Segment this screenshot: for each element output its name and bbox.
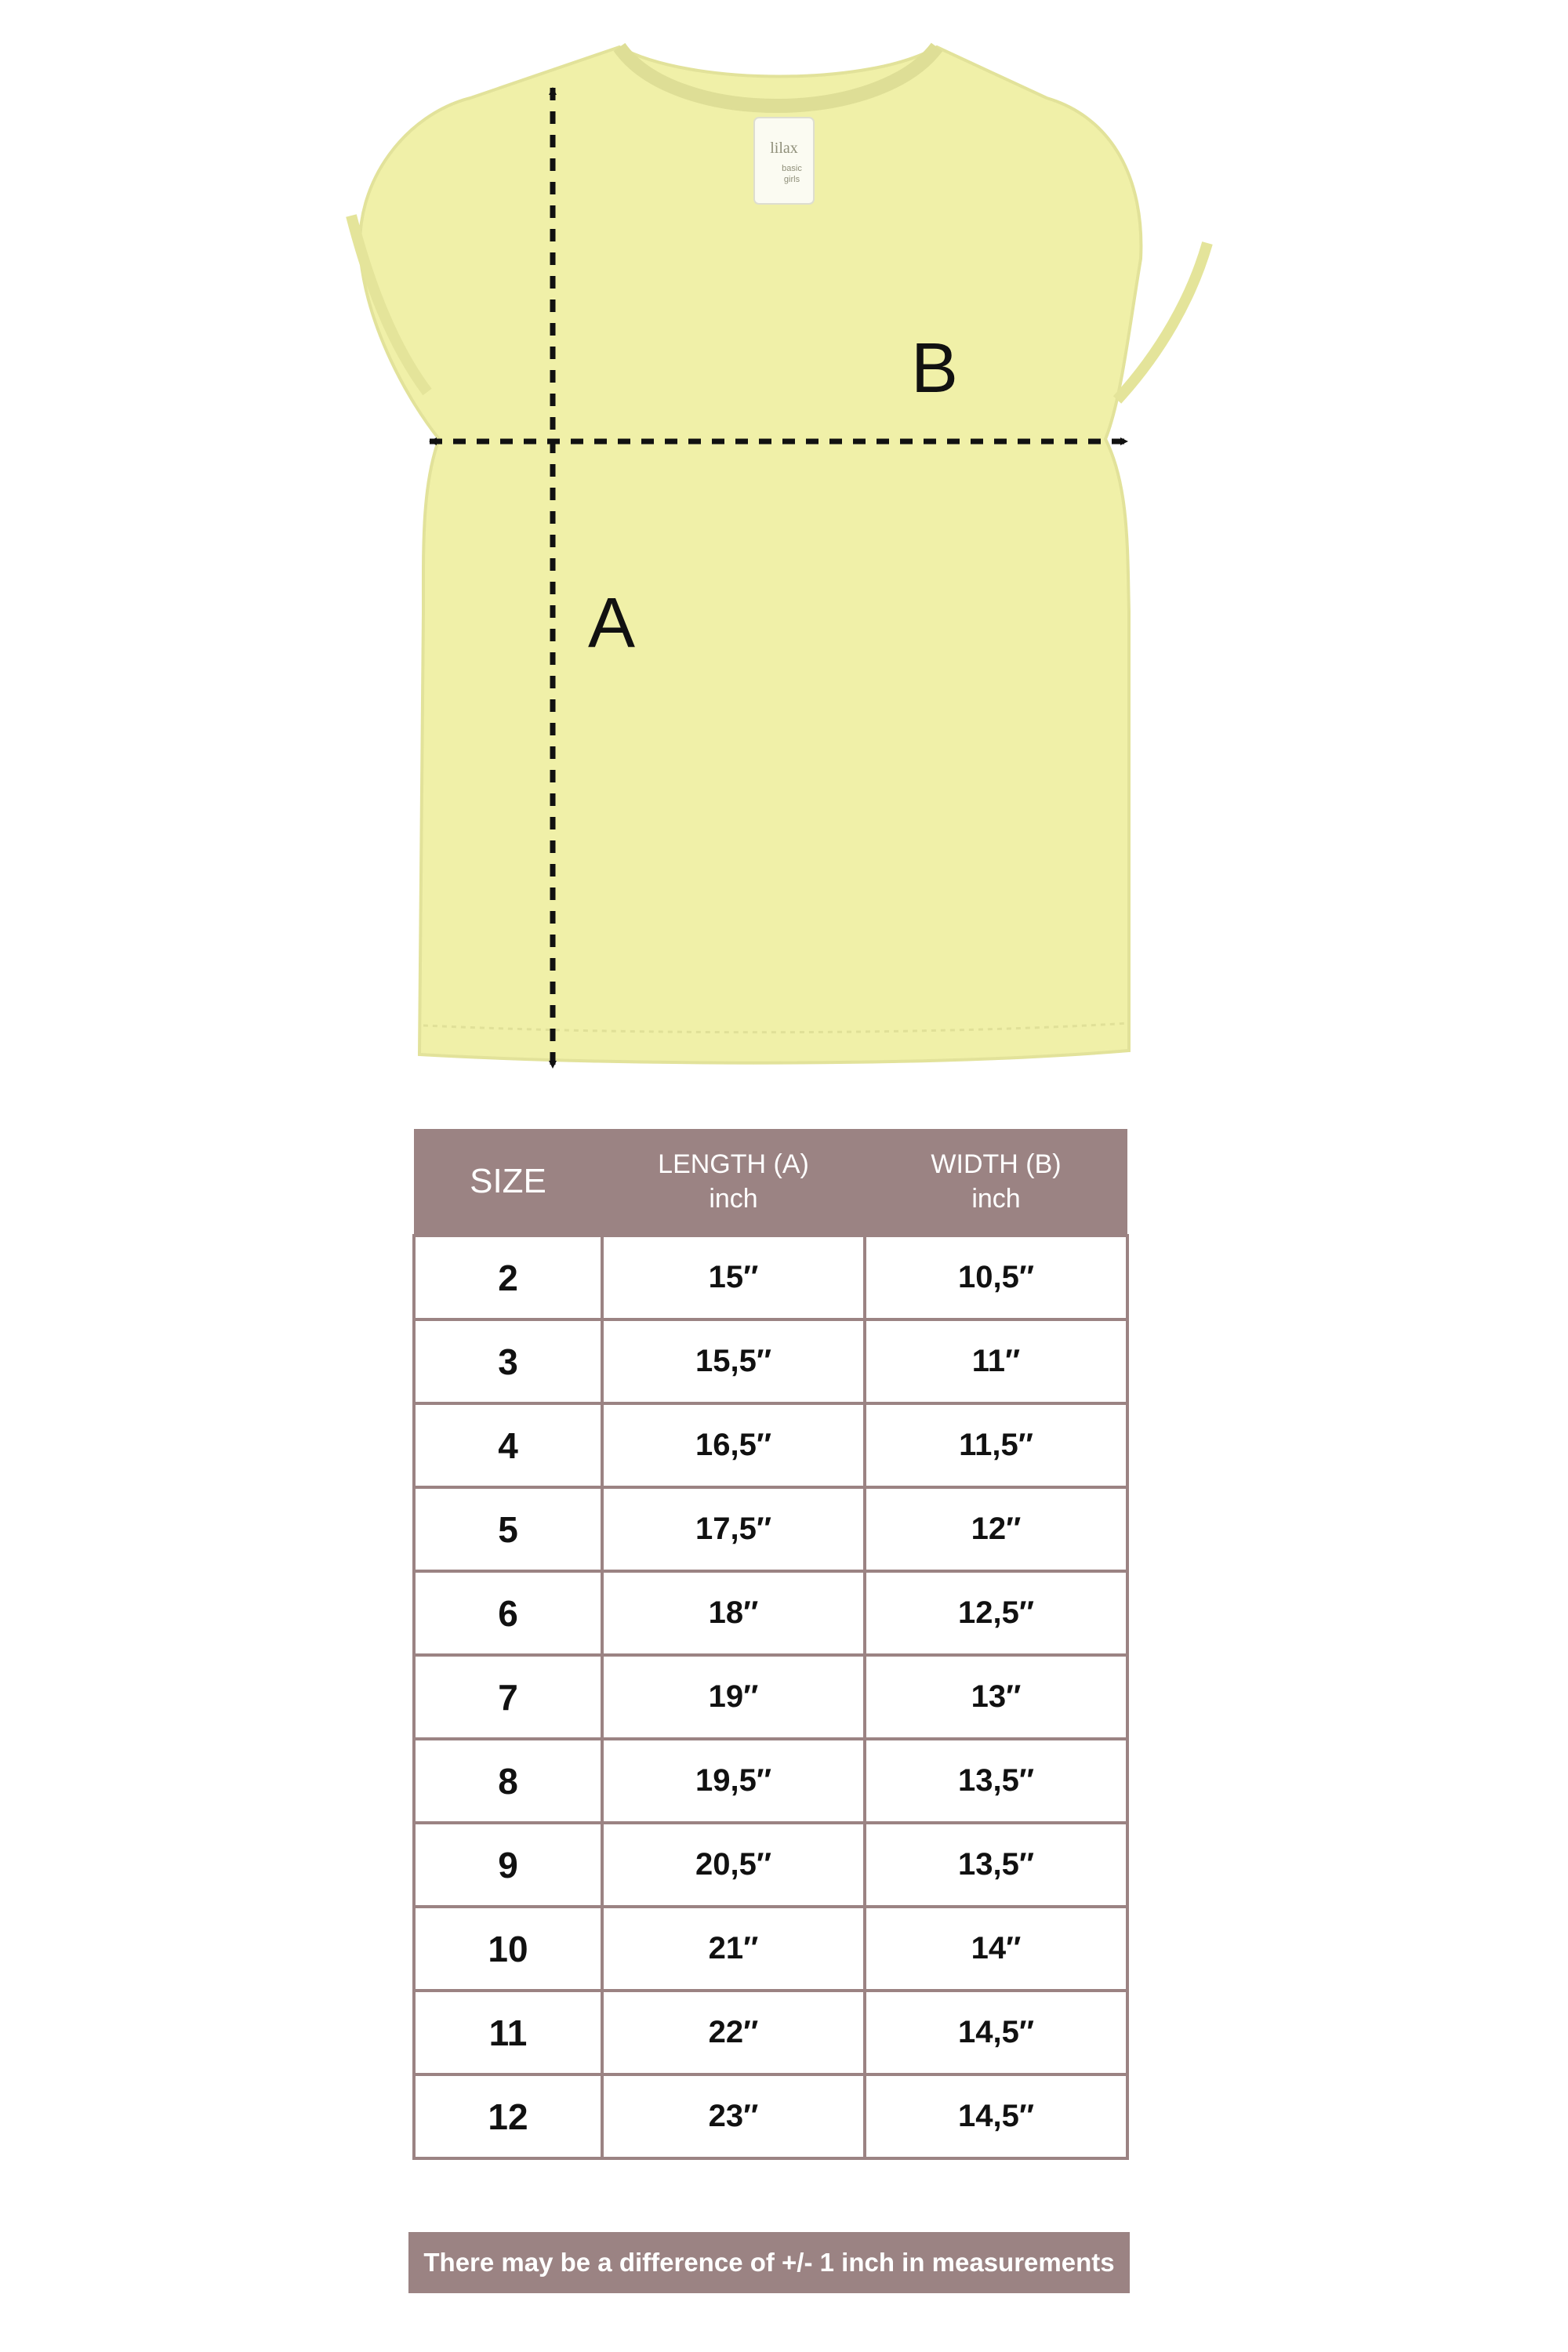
cell-length: 21″ (602, 1907, 865, 1991)
table-row (414, 1403, 1127, 1487)
cell-width: 13,5″ (865, 1739, 1127, 1823)
cell-size: 11 (414, 1991, 602, 2074)
cell-length: 15,5″ (602, 1319, 865, 1403)
cell-width: 14,5″ (865, 1991, 1127, 2074)
header-width-unit: inch (971, 1184, 1021, 1214)
cell-length: 17,5″ (602, 1487, 865, 1571)
cell-size: 12 (414, 2074, 602, 2158)
cell-width: 11″ (865, 1319, 1127, 1403)
cell-width: 13,5″ (865, 1823, 1127, 1907)
label-a: A (587, 584, 636, 662)
cell-size: 5 (414, 1487, 602, 1571)
shirt-body (360, 47, 1141, 1063)
cell-size: 6 (414, 1571, 602, 1655)
cell-width: 14″ (865, 1907, 1127, 1991)
cell-size: 9 (414, 1823, 602, 1907)
header-length-label: LENGTH (A) (658, 1149, 809, 1179)
table-row (414, 1739, 1127, 1823)
table-row (414, 1991, 1127, 2074)
cell-width: 10,5″ (865, 1236, 1127, 1319)
header-length-unit: inch (709, 1184, 758, 1214)
cell-length: 18″ (602, 1571, 865, 1655)
cell-width: 12,5″ (865, 1571, 1127, 1655)
cell-length: 20,5″ (602, 1823, 865, 1907)
cell-width: 14,5″ (865, 2074, 1127, 2158)
tag-brand: lilax (770, 140, 798, 157)
header-length (602, 1129, 865, 1236)
table-row (414, 1907, 1127, 1991)
table-row (414, 1823, 1127, 1907)
cell-length: 22″ (602, 1991, 865, 2074)
cell-size: 7 (414, 1655, 602, 1739)
header-size (414, 1129, 602, 1236)
cell-width: 12″ (865, 1487, 1127, 1571)
cell-length: 23″ (602, 2074, 865, 2158)
neck-tag (754, 118, 814, 204)
size-chart-table (412, 1129, 1129, 2160)
table-row (414, 1487, 1127, 1571)
cell-width: 13″ (865, 1655, 1127, 1739)
table-row (414, 2074, 1127, 2158)
table-header-row (414, 1129, 1127, 1236)
cell-length: 15″ (602, 1236, 865, 1319)
cell-length: 19″ (602, 1655, 865, 1739)
cell-size: 4 (414, 1403, 602, 1487)
table-row (414, 1236, 1127, 1319)
tshirt-measurement-illustration (0, 0, 1568, 1098)
header-width (865, 1129, 1127, 1236)
cell-length: 19,5″ (602, 1739, 865, 1823)
cell-width: 11,5″ (865, 1403, 1127, 1487)
header-size-label: SIZE (470, 1162, 546, 1200)
cell-size: 2 (414, 1236, 602, 1319)
cell-size: 10 (414, 1907, 602, 1991)
header-width-label: WIDTH (B) (931, 1149, 1062, 1179)
label-b: B (910, 329, 959, 408)
table-row (414, 1571, 1127, 1655)
table-row (414, 1655, 1127, 1739)
cell-size: 3 (414, 1319, 602, 1403)
cell-length: 16,5″ (602, 1403, 865, 1487)
measurement-disclaimer: There may be a difference of +/- 1 inch in measurements (408, 2232, 1130, 2293)
cell-size: 8 (414, 1739, 602, 1823)
tag-line-1: basic (782, 164, 802, 173)
tag-line-2: girls (783, 175, 800, 184)
table-row (414, 1319, 1127, 1403)
